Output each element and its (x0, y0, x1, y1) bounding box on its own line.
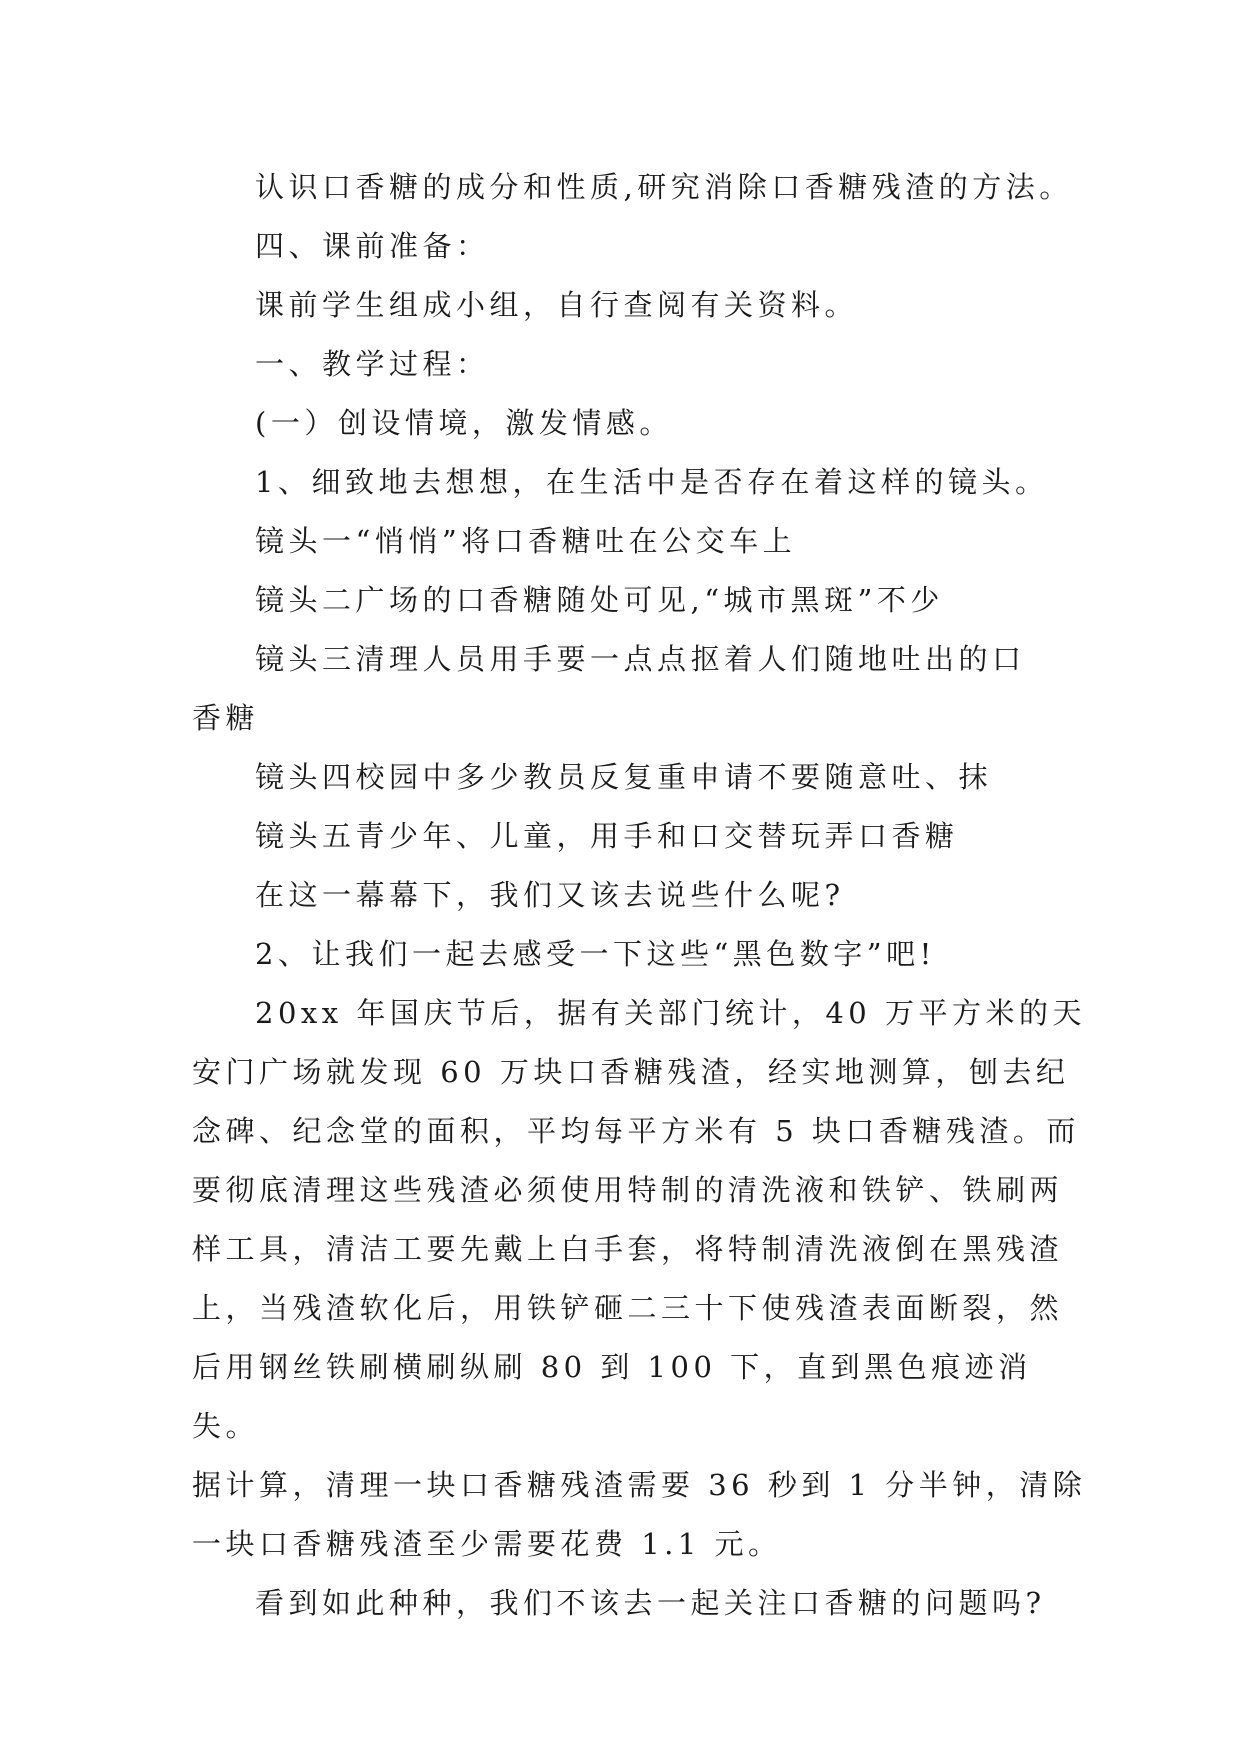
heading-preparation: 四、课前准备： (255, 229, 490, 263)
paragraph-question: 在这一幕幕下，我们又该去说些什么呢? (255, 878, 845, 912)
paragraph-preparation: 课前学生组成小组，自行查阅有关资料。 (255, 288, 859, 322)
paragraph-statistics-line-6: 上，当残渣软化后，用铁铲砸二三十下使残渣表面断裂，然 (192, 1291, 1064, 1325)
paragraph-statistics-line-9: 一块口香糖残渣至少需要花费 1.1 元。 (192, 1527, 782, 1561)
paragraph-scene-5: 镜头五青少年、儿童，用手和口交替玩弄口香糖 (255, 819, 959, 853)
paragraph-statistics-line-3: 念碑、纪念堂的面积，平均每平方米有 5 块口香糖残渣。而 (192, 1114, 1080, 1148)
document-body (192, 158, 1092, 1633)
paragraph-item-1: 1、细致地去想想，在生活中是否存在着这样的镜头。 (255, 465, 1049, 499)
paragraph-statistics-line-5: 样工具，清洁工要先戴上白手套，将特制清洗液倒在黑残渣 (192, 1232, 1064, 1266)
paragraph-scene-3: 镜头三清理人员用手要一点点抠着人们随地吐出的口 (255, 642, 1026, 676)
subheading-scenario: (一）创设情境，激发情感。 (255, 406, 673, 440)
heading-teaching-process: 一、教学过程： (255, 347, 490, 381)
paragraph-item-2: 2、让我们一起去感受一下这些“黑色数字”吧! (255, 937, 936, 971)
paragraph-scene-1: 镜头一“悄悄”将口香糖吐在公交车上 (255, 524, 797, 558)
paragraph-scene-2: 镜头二广场的口香糖随处可见,“城市黑斑”不少 (255, 583, 944, 617)
paragraph-closing-question: 看到如此种种，我们不该去一起关注口香糖的问题吗? (255, 1586, 1046, 1620)
paragraph-scene-3-continued: 香糖 (192, 701, 260, 735)
paragraph-goal: 认识口香糖的成分和性质,研究消除口香糖残渣的方法。 (255, 170, 1073, 204)
paragraph-statistics-line-7: 后用钢丝铁刷横刷纵刷 80 到 100 下，直到黑色痕迹消失。 (192, 1350, 1032, 1443)
paragraph-statistics-line-1: 20xx 年国庆节后，据有关部门统计，40 万平方米的天 (255, 996, 1086, 1030)
paragraph-statistics-line-8: 据计算，清理一块口香糖残渣需要 36 秒到 1 分半钟，清除 (192, 1468, 1087, 1502)
paragraph-statistics-line-2: 安门广场就发现 60 万块口香糖残渣，经实地测算，刨去纪 (192, 1055, 1070, 1089)
paragraph-scene-4: 镜头四校园中多少教员反复重申请不要随意吐、抹 (255, 760, 993, 794)
paragraph-statistics-line-4: 要彻底清理这些残渣必须使用特制的清洗液和铁铲、铁刷两 (192, 1173, 1064, 1207)
